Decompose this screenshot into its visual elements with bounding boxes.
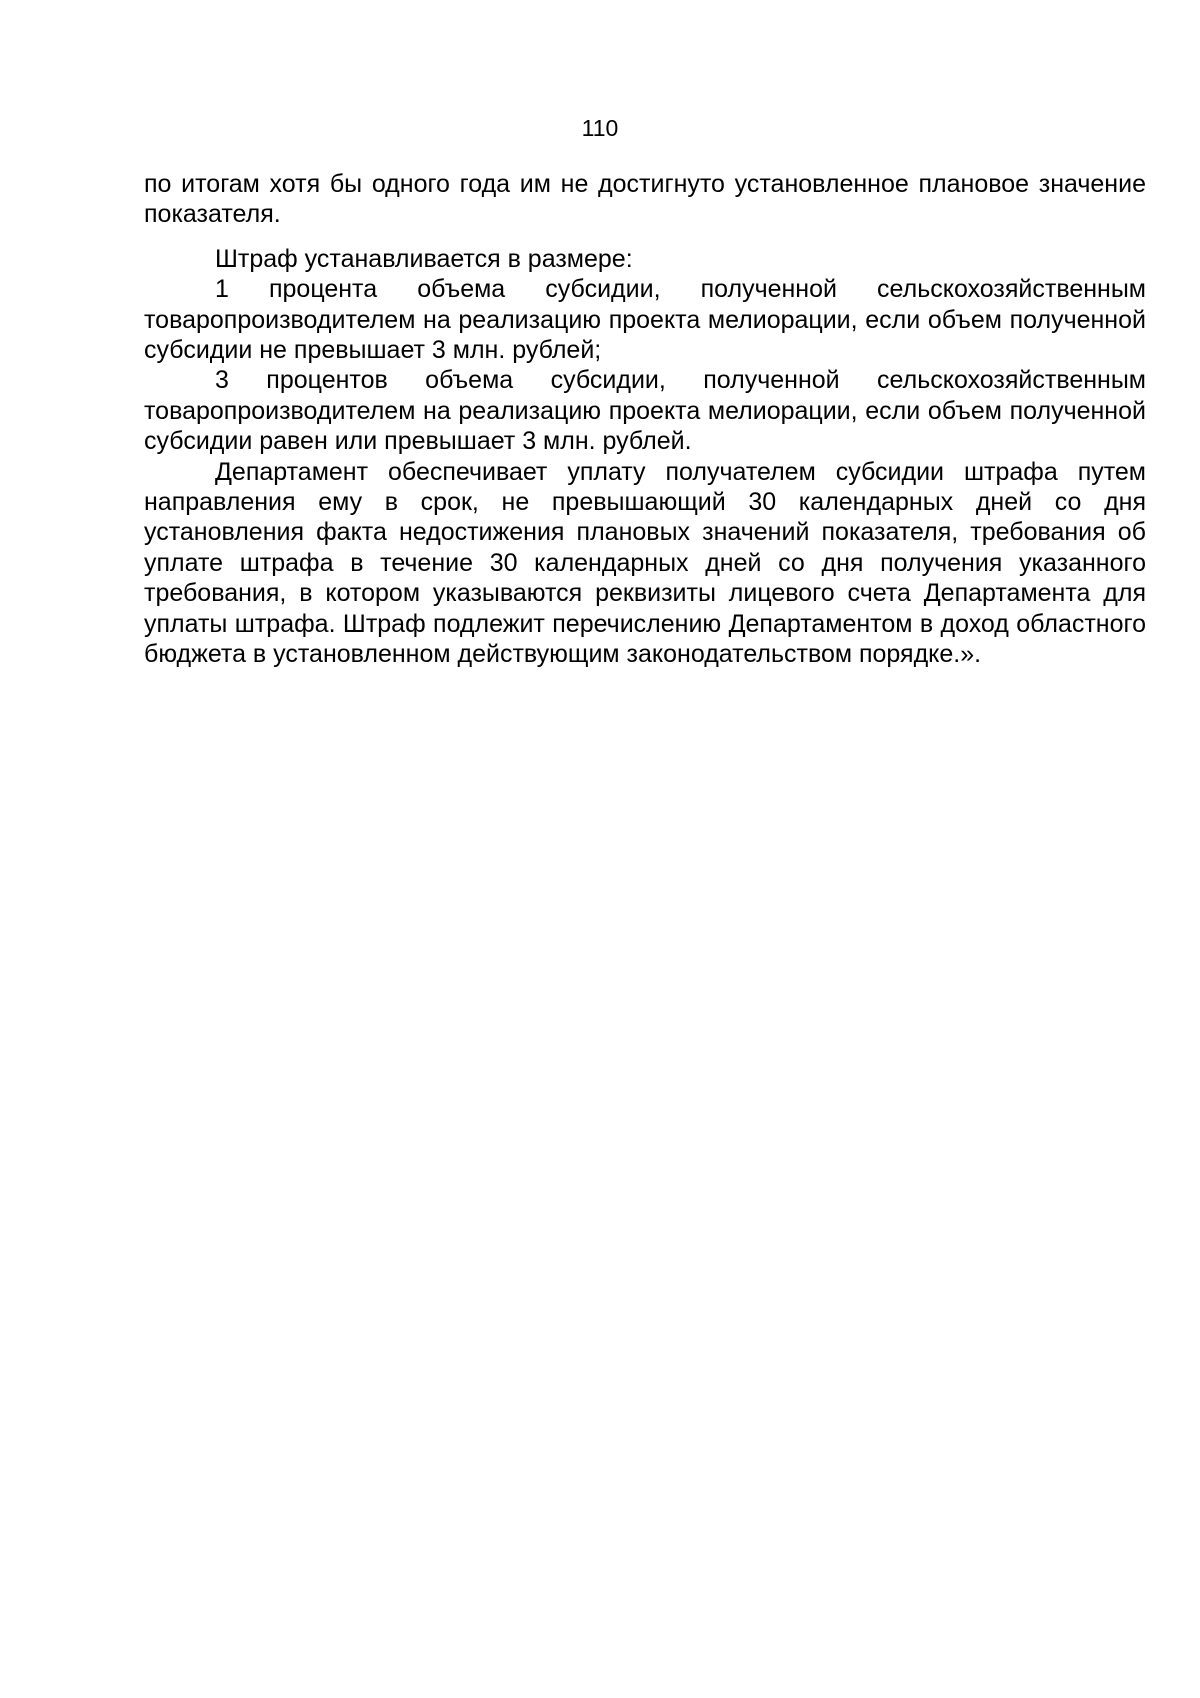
paragraph-fine-one-percent: 1 процента объема субсидии, полученной сельскохозяйственным товаропроизводителем на реализацию проекта мелиорации, если объем полученной субсидии не превышает 3 млн. рублей; xyxy=(144,275,1146,365)
paragraph-fine-intro: Штраф устанавливается в размере: xyxy=(215,244,633,273)
paragraph-department-payment: Департамент обеспечивает уплату получателем субсидии штрафа путем направления ему в срок, не превышающий 30 календарных дней со дня установления факта недостижения плановых значений показателя, требования об уплате штрафа в течение 30 календарных дней со дня получения указанного требования, в котором указываются реквизиты лицевого счета Департамента для уплаты штрафа. Штраф подлежит перечислению Департаментом в доход областного бюджета в установленном действующим законодательством порядке.». xyxy=(144,457,1146,669)
document-body xyxy=(144,169,1146,670)
paragraph-fine-three-percent: 3 процентов объема субсидии, полученной сельскохозяйственным товаропроизводителем на реализацию проекта мелиорации, если объем полученной субсидии равен или превышает 3 млн. рублей. xyxy=(144,366,1146,456)
page-number: 110 xyxy=(581,115,619,141)
paragraph-continuation: по итогам хотя бы одного года им не достигнуто установленное плановое значение показателя. xyxy=(144,170,1146,229)
